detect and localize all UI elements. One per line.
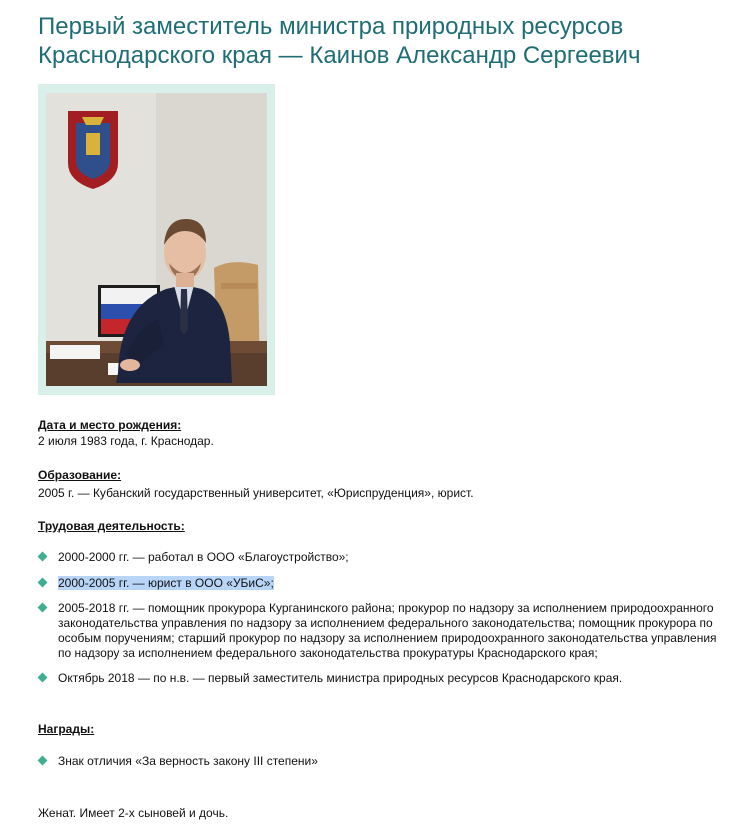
career-item-text: 2005-2018 гг. — помощник прокурора Курганинского района; прокурор по надзору за исполнением природоохранного законодательства управления по надзору за исполнением федерального законодательства; помощник прокурора по особым поручениям; старший прокурор по надзору за исполнением природоохранного законодательства управления по надзору за исполнением федерального законодательства прокуратуры Краснодарского края; — [58, 601, 717, 660]
career-list — [38, 550, 718, 686]
career-item-text: Октябрь 2018 — по н.в. — первый заместитель министра природных ресурсов Краснодарского края. — [58, 671, 623, 685]
page-title: Первый заместитель министра природных ресурсов Краснодарского края — Каинов Александр Сергеевич — [38, 13, 641, 69]
birth-label: Дата и место рождения: — [38, 418, 182, 432]
list-item — [38, 671, 718, 686]
career-item-text[interactable]: 2000-2005 гг. — юрист в ООО «УБиС»; — [58, 576, 274, 590]
awards-list — [38, 754, 718, 769]
portrait-photo — [46, 93, 267, 386]
career-item-text: 2000-2000 гг. — работал в ООО «Благоустройство»; — [58, 550, 349, 564]
diamond-bullet-icon — [38, 603, 48, 613]
awards-label: Награды: — [38, 722, 95, 736]
diamond-bullet-icon — [38, 756, 48, 766]
education-label: Образование: — [38, 468, 122, 482]
birth-value: 2 июля 1983 года, г. Краснодар. — [38, 434, 214, 448]
portrait-photo-frame — [38, 84, 275, 395]
education-value: 2005 г. — Кубанский государственный университет, «Юриспруденция», юрист. — [38, 486, 474, 500]
diamond-bullet-icon — [38, 578, 48, 588]
career-label: Трудовая деятельность: — [38, 519, 185, 533]
diamond-bullet-icon — [38, 673, 48, 683]
diamond-bullet-icon — [38, 552, 48, 562]
list-item — [38, 601, 718, 661]
list-item — [38, 550, 718, 565]
list-item — [38, 754, 718, 769]
list-item — [38, 576, 718, 591]
award-item-text: Знак отличия «За верность закону III степени» — [58, 754, 318, 768]
family-info: Женат. Имеет 2-х сыновей и дочь. — [38, 806, 229, 820]
